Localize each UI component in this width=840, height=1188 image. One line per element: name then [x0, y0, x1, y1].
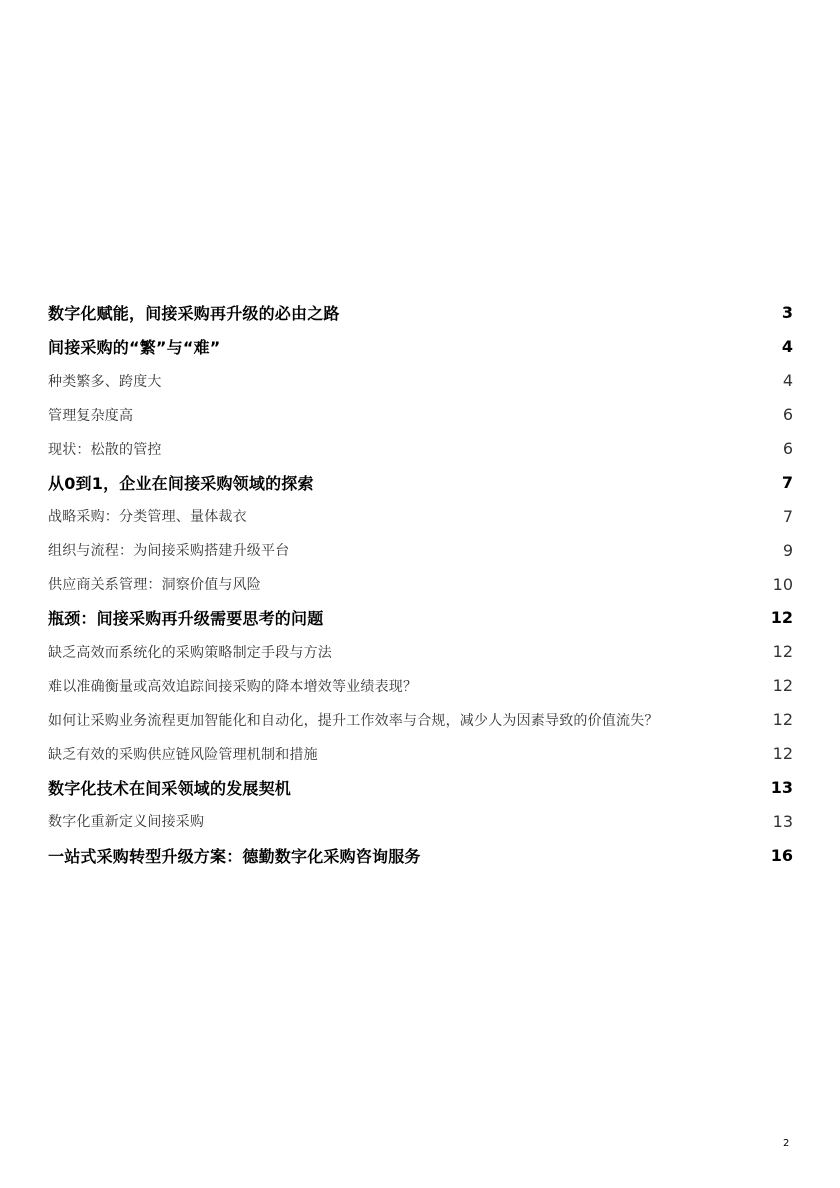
- toc-entry-title: 一站式采购转型升级方案：德勤数字化采购咨询服务: [48, 846, 421, 866]
- toc-subentry[interactable]: [48, 364, 793, 398]
- toc-subentry[interactable]: [48, 432, 793, 466]
- toc-subentry[interactable]: [48, 737, 793, 771]
- toc-entry-page: 13: [770, 777, 793, 797]
- toc-subentry-page: 12: [772, 642, 793, 662]
- table-of-contents: [48, 296, 793, 872]
- toc-subentry[interactable]: [48, 499, 793, 533]
- toc-subentry[interactable]: [48, 669, 793, 703]
- toc-subentry[interactable]: [48, 635, 793, 669]
- toc-subentry-page: 12: [772, 676, 793, 696]
- toc-entry-title: 瓶颈：间接采购再升级需要思考的问题: [48, 609, 324, 629]
- toc-subentry-page: 4: [782, 371, 793, 391]
- toc-subentry-page: 6: [782, 405, 793, 425]
- toc-subentry-page: 12: [772, 710, 793, 730]
- toc-entry[interactable]: [48, 330, 793, 364]
- toc-subentry[interactable]: [48, 567, 793, 601]
- toc-entry[interactable]: [48, 838, 793, 872]
- toc-subentry-title: 现状：松散的管控: [48, 441, 162, 458]
- toc-subentry-title: 组织与流程：为间接采购搭建升级平台: [48, 543, 290, 560]
- toc-subentry-title: 数字化重新定义间接采购: [48, 814, 205, 831]
- toc-subentry-title: 难以准确衡量或高效追踪间接采购的降本增效等业绩表现？: [48, 678, 418, 695]
- toc-subentry-page: 12: [772, 744, 793, 764]
- toc-subentry-title: 缺乏有效的采购供应链风险管理机制和措施: [48, 746, 318, 763]
- toc-entry-page: 16: [770, 845, 793, 865]
- toc-entry[interactable]: [48, 601, 793, 635]
- toc-subentry[interactable]: [48, 398, 793, 432]
- toc-subentry-page: 7: [782, 506, 793, 526]
- toc-subentry-page: 9: [782, 540, 793, 560]
- toc-subentry-title: 种类繁多、跨度大: [48, 373, 162, 390]
- toc-subentry-title: 战略采购：分类管理、量体裁衣: [48, 509, 247, 526]
- toc-entry-page: 3: [781, 303, 793, 323]
- toc-subentry[interactable]: [48, 533, 793, 567]
- toc-subentry-title: 如何让采购业务流程更加智能化和自动化，提升工作效率与合规，减少人为因素导致的价值流失？: [48, 712, 659, 729]
- toc-subentry-title: 缺乏高效而系统化的采购策略制定手段与方法: [48, 644, 332, 661]
- toc-subentry-page: 13: [772, 811, 793, 831]
- toc-entry[interactable]: [48, 465, 793, 499]
- toc-subentry-title: 供应商关系管理：洞察价值与风险: [48, 577, 261, 594]
- toc-entry-title: 从0到1，企业在间接采购领域的探索: [48, 473, 314, 493]
- toc-subentry-page: 6: [782, 439, 793, 458]
- toc-entry-page: 12: [770, 608, 793, 628]
- toc-subentry[interactable]: [48, 703, 793, 737]
- toc-subentry-page: 10: [772, 574, 793, 594]
- toc-entry-title: 数字化技术在间采领域的发展契机: [48, 778, 292, 798]
- toc-subentry[interactable]: [48, 804, 793, 838]
- toc-subentry-title: 管理复杂度高: [48, 407, 134, 424]
- toc-entry[interactable]: [48, 296, 793, 330]
- toc-entry-title: 数字化赋能，间接采购再升级的必由之路: [48, 304, 340, 324]
- toc-entry-page: 4: [781, 337, 793, 357]
- toc-entry-page: 7: [781, 472, 793, 492]
- page-number: 2: [783, 1138, 790, 1149]
- toc-entry[interactable]: [48, 770, 793, 804]
- toc-entry-title: 间接采购的“繁”与“难”: [48, 338, 221, 358]
